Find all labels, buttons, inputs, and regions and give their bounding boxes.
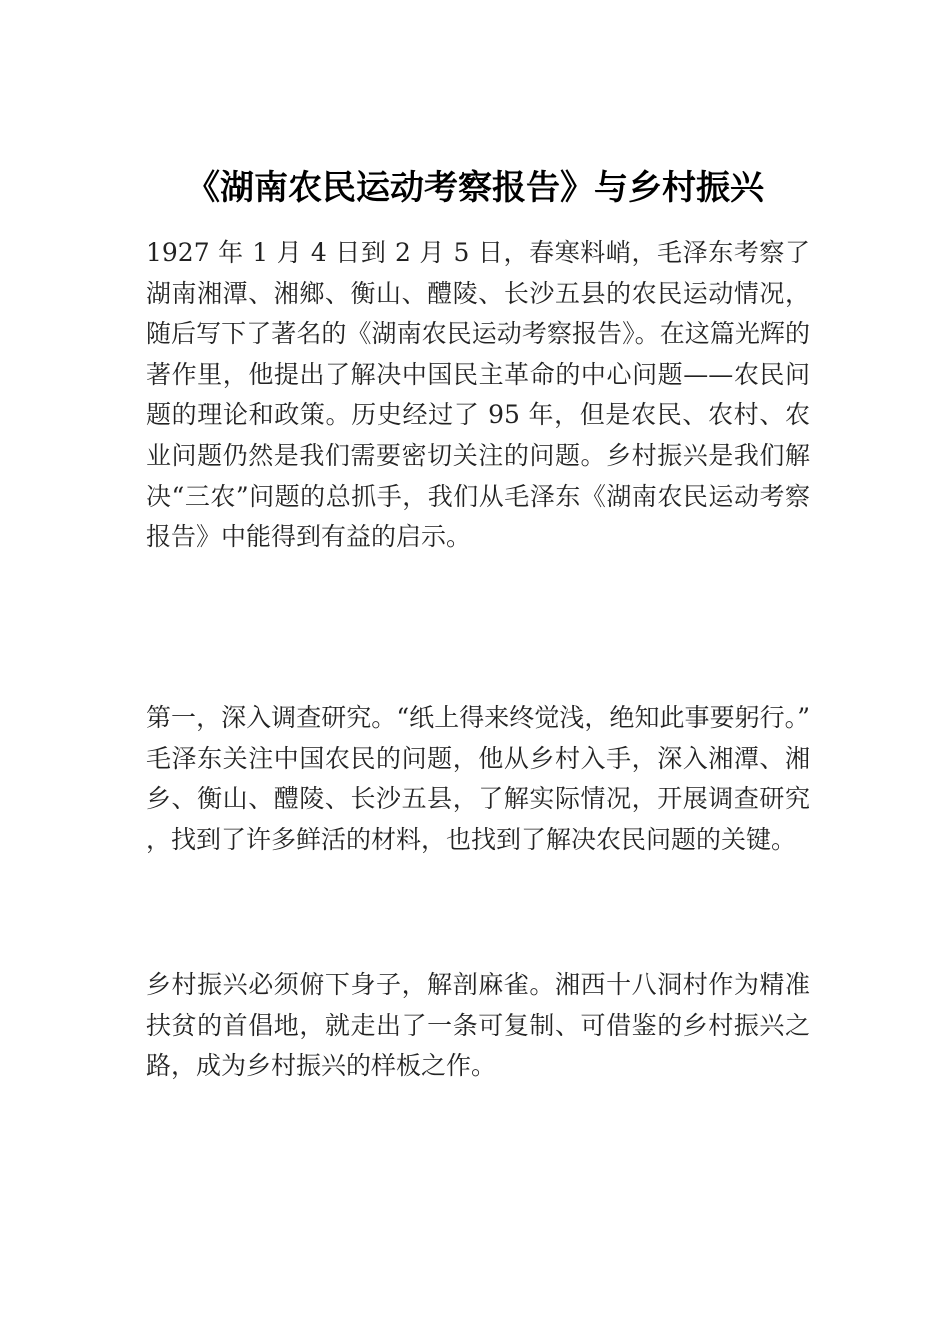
paragraph-intro: 1927 年 1 月 4 日到 2 月 5 日，春寒料峭，毛泽东考察了湖南湘潭、湘鄉、衡山、醴陵、长沙五县的农民运动情况，随后写下了著名的《湖南农民运动考察报告》。在这篇光辉的著作里，他提出了解决中国民主革命的中心问题——农民问题的理论和政策。历史经过了 95 年，但是农民、农村、农业问题仍然是我们需要密切关注的问题。乡村振兴是我们解决“三农”问题的总抓手，我们从毛泽东《湖南农民运动考察报告》中能得到有益的启示。 (146, 238, 810, 552)
paragraph-first-point: 第一，深入调查研究。“纸上得来终觉浅，绝知此事要躬行。”毛泽东关注中国农民的问题，他从乡村入手，深入湘潭、湘乡、衡山、醴陵、长沙五县，了解实际情况，开展调查研究，找到了许多鲜活的材料，也找到了解决农民问题的关键。 (146, 703, 810, 854)
document-title: 《湖南农民运动考察报告》与乡村振兴 (186, 168, 764, 208)
paragraph-rural-revitalization: 乡村振兴必须俯下身子，解剖麻雀。湘西十八洞村作为精准扶贫的首倡地，就走出了一条可复制、可借鉴的乡村振兴之路，成为乡村振兴的样板之作。 (146, 970, 810, 1081)
